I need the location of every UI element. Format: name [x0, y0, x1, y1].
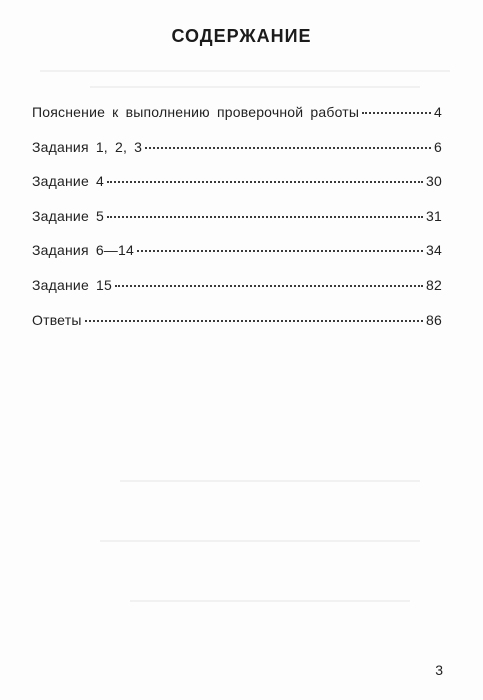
page-number: 3 [435, 662, 443, 678]
toc-entry-page: 30 [426, 173, 442, 190]
toc-entry-page: 31 [426, 207, 442, 224]
dot-leader [362, 112, 431, 114]
dot-leader [85, 320, 423, 322]
toc-entry-tasks-1-3[interactable] [32, 139, 442, 174]
dot-leader [107, 216, 423, 218]
dot-leader [137, 250, 423, 252]
toc-entry-label: Пояснение к выполнению проверочной работы [32, 104, 360, 120]
dot-leader [107, 181, 423, 183]
toc-entry-task-5[interactable] [32, 208, 442, 243]
toc-entry-label: Задание 5 [32, 207, 105, 224]
bleed-through-line [120, 480, 420, 482]
bleed-through-line [90, 86, 420, 88]
toc-entry-task-15[interactable] [32, 277, 442, 312]
bleed-through-line [100, 540, 420, 542]
bleed-through-line [130, 600, 410, 602]
toc-entry-label: Задания 6—14 [32, 242, 134, 259]
page-title: СОДЕРЖАНИЕ [171, 26, 312, 46]
table-of-contents [32, 104, 442, 346]
toc-entry-page: 86 [426, 311, 442, 328]
toc-entry-page: 34 [426, 242, 442, 259]
toc-entry-answers[interactable] [32, 312, 442, 347]
dot-leader [115, 285, 423, 287]
toc-entry-page: 4 [434, 104, 442, 120]
toc-entry-label: Ответы [32, 311, 82, 328]
toc-entry-explanation[interactable] [32, 104, 442, 139]
toc-entry-label: Задание 4 [32, 173, 105, 190]
dot-leader [145, 147, 431, 149]
toc-entry-page: 82 [426, 276, 442, 293]
toc-entry-page: 6 [434, 138, 442, 155]
toc-entry-tasks-6-14[interactable] [32, 242, 442, 277]
toc-entry-label: Задание 15 [32, 276, 112, 293]
bleed-through-line [40, 70, 450, 72]
toc-entry-task-4[interactable] [32, 173, 442, 208]
toc-entry-label: Задания 1, 2, 3 [32, 138, 143, 155]
